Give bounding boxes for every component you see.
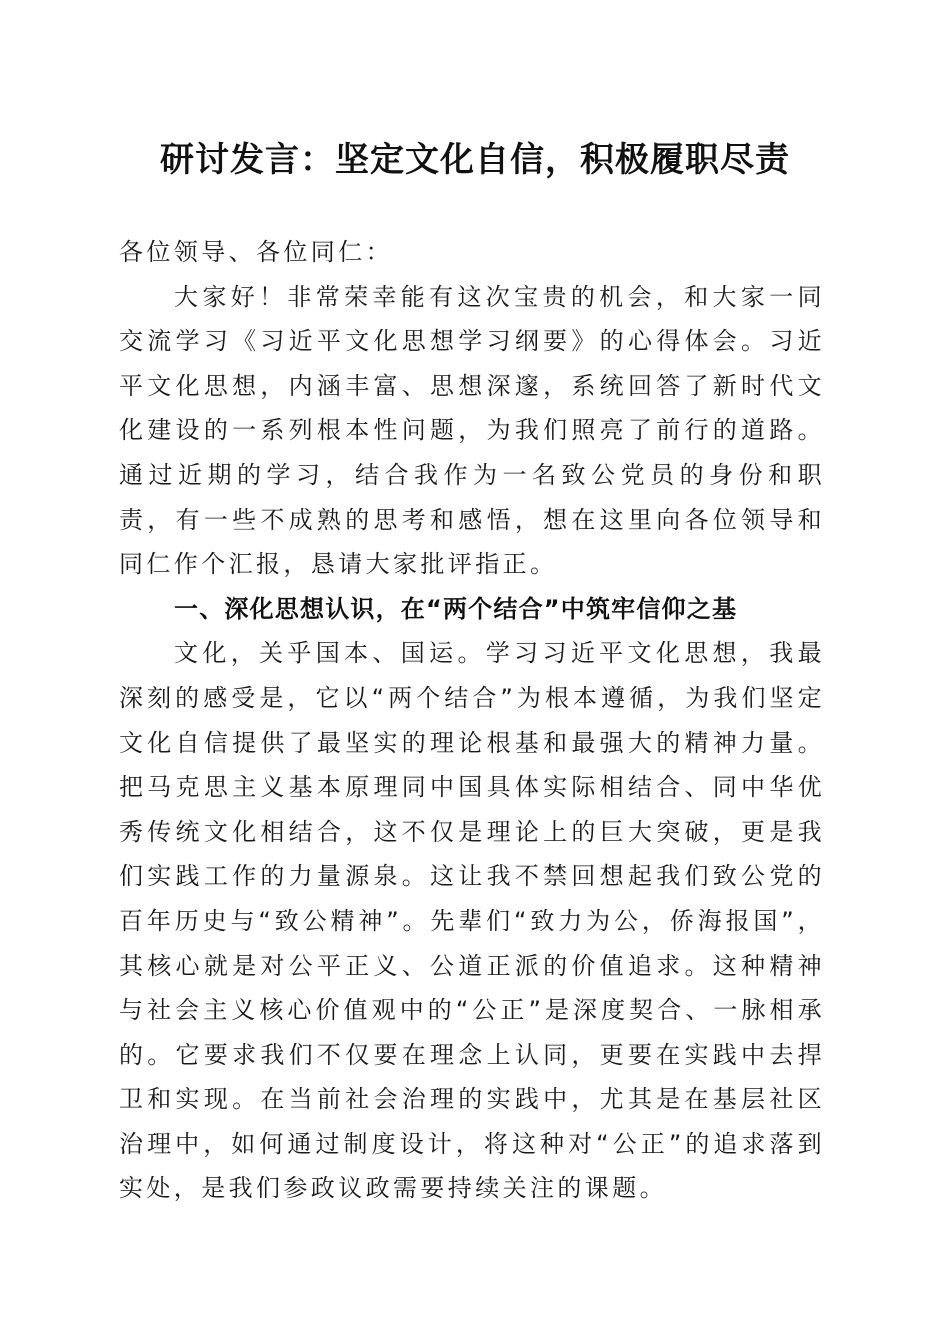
salutation: 各位领导、各位同仁： <box>119 238 393 266</box>
intro-paragraph: 大家好！非常荣幸能有这次宝贵的机会，和大家一同交流学习《习近平文化思想学习纲要》的心得体会。习近平文化思想，内涵丰富、思想深邃，系统回答了新时代文化建设的一系列根本性问题，为我们照亮了前行的道路。通过近期的学习，结合我作为一名致公党员的身份和职责，有一些不成熟的思考和感悟，想在这里向各位领导和同仁作个汇报，恳请大家批评指正。 <box>119 282 825 579</box>
section-paragraph: 文化，关乎国本、国运。学习习近平文化思想，我最深刻的感受是，它以“两个结合”为根本遵循，为我们坚定文化自信提供了最坚实的理论根基和最强大的精神力量。把马克思主义基本原理同中国具体实际相结合、同中华优秀传统文化相结合，这不仅是理论上的巨大突破，更是我们实践工作的力量源泉。这让我不禁回想起我们致公党的百年历史与“致公精神”。先辈们“致力为公，侨海报国”，其核心就是对公平正义、公道正派的价值追求。这种精神与社会主义核心价值观中的“公正”是深度契合、一脉相承的。它要求我们不仅要在理念上认同，更要在实践中去捍卫和实现。在当前社会治理的实践中，尤其是在基层社区治理中，如何通过制度设计，将这种对“公正”的追求落到实处，是我们参政议政需要持续关注的课题。 <box>119 639 825 1203</box>
document-title: 研讨发言：坚定文化自信，积极履职尽责 <box>160 140 790 180</box>
document-body <box>119 230 825 1211</box>
section-heading: 一、深化思想认识，在“两个结合”中筑牢信仰之基 <box>174 594 738 623</box>
